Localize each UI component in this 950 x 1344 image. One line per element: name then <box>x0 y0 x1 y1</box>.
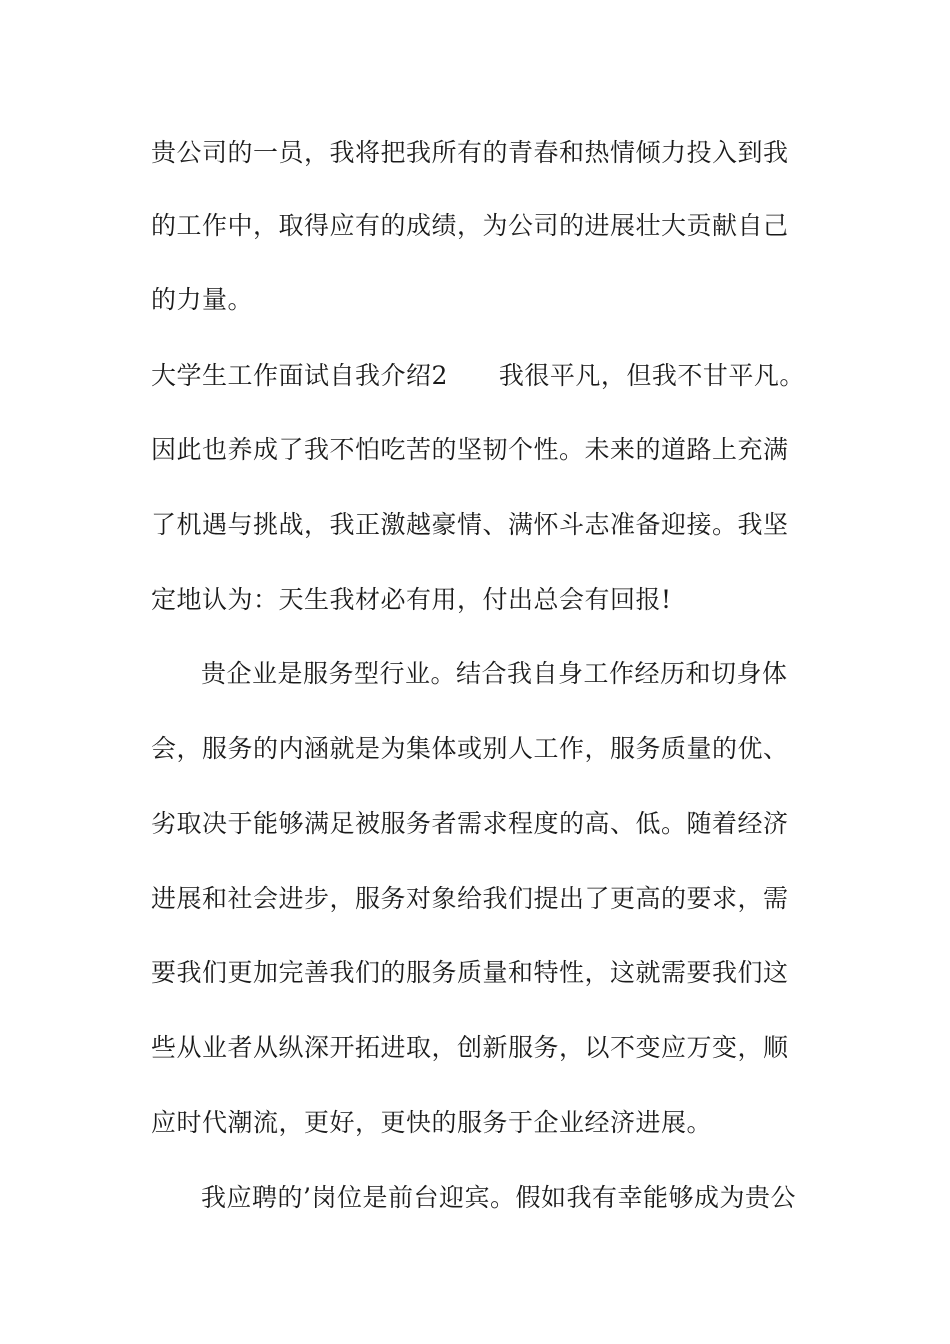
text-line: 的工作中，取得应有的成绩，为公司的进展壮大贡献自己 <box>151 211 789 240</box>
text-line: 要我们更加完善我们的服务质量和特性，这就需要我们这 <box>151 958 789 987</box>
text-line: 贵公司的一员，我将把我所有的青春和热情倾力投入到我 <box>151 138 789 167</box>
text-line: 了机遇与挑战，我正激越豪情、满怀斗志准备迎接。我坚 <box>151 510 789 539</box>
text-line: 应时代潮流，更好，更快的服务于企业经济进展。 <box>151 1108 713 1137</box>
text-line: 劣取决于能够满足被服务者需求程度的高、低。随着经济 <box>151 809 789 838</box>
text-line: 的力量。 <box>151 285 254 314</box>
text-line: 进展和社会进步，服务对象给我们提出了更高的要求，需 <box>151 884 789 913</box>
text-line: 些从业者从纵深开拓进取，创新服务，以不变应万变，顺 <box>151 1033 789 1062</box>
paragraph-first-line: 贵企业是服务型行业。结合我自身工作经历和切身体 <box>201 659 788 688</box>
text-line: 因此也养成了我不怕吃苦的坚韧个性。未来的道路上充满 <box>151 435 789 464</box>
paragraph-first-line: 我应聘的’岗位是前台迎宾。假如我有幸能够成为贵公 <box>201 1183 796 1212</box>
text-line: 会，服务的内涵就是为集体或别人工作，服务质量的优、 <box>151 734 789 763</box>
section-heading-line: 大学生工作面试自我介绍2 我很平凡，但我不甘平凡。 <box>151 361 805 390</box>
text-line: 定地认为：天生我材必有用，付出总会有回报! <box>151 585 672 614</box>
